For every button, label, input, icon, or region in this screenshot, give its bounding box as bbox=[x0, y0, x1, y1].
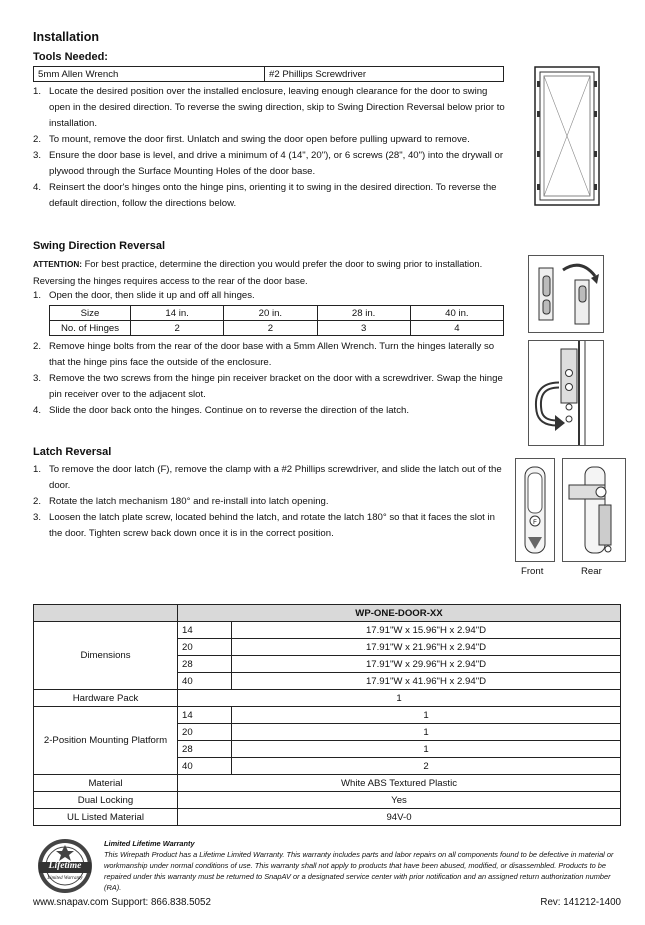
hinge-icon bbox=[529, 256, 603, 332]
plat-size-14: 14 bbox=[178, 707, 232, 724]
dimensions-label: Dimensions bbox=[34, 622, 178, 690]
enclosure-figure bbox=[534, 66, 600, 206]
dim-value-14: 17.91"W x 15.96"H x 2.94"D bbox=[232, 622, 621, 639]
rear-label: Rear bbox=[581, 566, 602, 577]
material-value: White ABS Textured Plastic bbox=[178, 775, 621, 792]
hinge-size-label: Size bbox=[50, 306, 131, 321]
plat-value-28: 1 bbox=[232, 741, 621, 758]
lifetime-warranty-badge bbox=[33, 836, 97, 896]
latch-heading: Latch Reversal bbox=[33, 446, 112, 458]
warranty-title: Limited Lifetime Warranty bbox=[104, 839, 195, 848]
list-item: 1. Open the door, then slide it up and off all hinges. bbox=[33, 290, 255, 301]
dim-value-40: 17.91"W x 41.96"H x 2.94"D bbox=[232, 673, 621, 690]
list-item: 1. To remove the door latch (F), remove the clamp with a #2 Phillips screwdriver, and slide the latch out of the door. bbox=[33, 464, 502, 491]
list-item: 2. Rotate the latch mechanism 180° and re-install into latch opening. bbox=[33, 496, 329, 507]
hinge-figure bbox=[528, 255, 604, 333]
bracket-icon bbox=[529, 341, 603, 445]
latch-rear-icon bbox=[563, 459, 625, 561]
latch-front-icon bbox=[516, 459, 554, 561]
dim-value-28: 17.91"W x 29.96"H x 2.94"D bbox=[232, 656, 621, 673]
plat-size-40: 40 bbox=[178, 758, 232, 775]
attention-note bbox=[33, 256, 508, 289]
tool-1: 5mm Allen Wrench bbox=[34, 67, 265, 82]
material-label: Material bbox=[34, 775, 178, 792]
latch-rear-figure bbox=[562, 458, 626, 562]
bracket-figure bbox=[528, 340, 604, 446]
specs-corner bbox=[34, 605, 178, 622]
dual-locking-label: Dual Locking bbox=[34, 792, 178, 809]
svg-text:F: F bbox=[533, 520, 537, 526]
list-item: 4. Slide the door back onto the hinges. Continue on to reverse the direction of the latch. bbox=[33, 405, 409, 416]
plat-value-40: 2 bbox=[232, 758, 621, 775]
hardware-label: Hardware Pack bbox=[34, 690, 178, 707]
badge-ring-text: Limited Warranty bbox=[47, 876, 83, 881]
plat-value-14: 1 bbox=[232, 707, 621, 724]
hinge-count-label: No. of Hinges bbox=[50, 321, 131, 336]
dim-size-14: 14 bbox=[178, 622, 232, 639]
swing-heading: Swing Direction Reversal bbox=[33, 240, 166, 252]
attention-text: For best practice, determine the direction you would prefer the door to swing prior to installation. bbox=[81, 258, 483, 269]
tools-heading: Tools Needed: bbox=[33, 51, 108, 63]
badge-text: Lifetime bbox=[48, 861, 82, 871]
dim-size-20: 20 bbox=[178, 639, 232, 656]
hinge-size-20: 20 in. bbox=[224, 306, 317, 321]
hinge-count-14: 2 bbox=[131, 321, 224, 336]
page-title: Installation bbox=[33, 30, 99, 44]
platform-label: 2-Position Mounting Platform bbox=[34, 707, 178, 775]
attention-label: ATTENTION: bbox=[33, 260, 82, 269]
tool-2: #2 Phillips Screwdriver bbox=[265, 67, 504, 82]
swing-step-1 bbox=[33, 288, 505, 304]
hinge-table bbox=[49, 305, 504, 336]
plat-size-28: 28 bbox=[178, 741, 232, 758]
specs-table bbox=[33, 604, 621, 826]
latch-front-figure bbox=[515, 458, 555, 562]
dim-size-40: 40 bbox=[178, 673, 232, 690]
dim-value-20: 17.91"W x 21.96"H x 2.94"D bbox=[232, 639, 621, 656]
hinge-size-28: 28 in. bbox=[317, 306, 410, 321]
list-item: 3. Ensure the door base is level, and drive a minimum of 4 (14", 20"), or 6 screws (28", 40") into the drywall or plywood through the Surface Mounting Holes of the door base. bbox=[33, 150, 504, 177]
dual-locking-value: Yes bbox=[178, 792, 621, 809]
plat-value-20: 1 bbox=[232, 724, 621, 741]
tools-table bbox=[33, 66, 504, 82]
plat-size-20: 20 bbox=[178, 724, 232, 741]
hinge-count-28: 3 bbox=[317, 321, 410, 336]
dim-size-28: 28 bbox=[178, 656, 232, 673]
hinge-count-40: 4 bbox=[410, 321, 503, 336]
warranty-body: This Wirepath Product has a Lifetime Limited Warranty. This warranty includes parts and labor repairs on all components found to be defective in material or workmanship under normal conditions of use. This warranty shall not apply to products that have been abused, modified, or disassembled. Products to be repaired under this warranty must be returned to SnapAV or a designated service center with prior notification and an assigned return authorization number (RA). bbox=[104, 850, 614, 892]
install-steps bbox=[33, 84, 505, 212]
footer-revision: Rev: 141212-1400 bbox=[540, 897, 621, 908]
hardware-value: 1 bbox=[178, 690, 621, 707]
hinge-size-14: 14 in. bbox=[131, 306, 224, 321]
list-item: 1. Locate the desired position over the installed enclosure, leaving enough clearance for the door to swing open in the desired direction. To reverse the swing direction, skip to Swing Direction Reversal below prior to installation. bbox=[33, 86, 505, 129]
list-item: 3. Loosen the latch plate screw, located behind the latch, and rotate the latch 180° so that it faces the slot in the door. Tighten screw back down once it is in the correct position. bbox=[33, 512, 495, 539]
latch-steps bbox=[33, 462, 508, 542]
warranty-block bbox=[104, 838, 620, 893]
list-item: 2. To mount, remove the door first. Unlatch and swing the door open before pulling upward to remove. bbox=[33, 134, 470, 145]
list-item: 3. Remove the two screws from the hinge pin receiver bracket on the door with a screwdriver. Swap the hinge pin receiver over to the adjacent slot. bbox=[33, 373, 503, 400]
swing-steps bbox=[33, 339, 505, 419]
ul-label: UL Listed Material bbox=[34, 809, 178, 826]
list-item: 2. Remove hinge bolts from the rear of the door base with a 5mm Allen Wrench. Turn the hinges laterally so that the hinge pins face the outside of the enclosure. bbox=[33, 341, 495, 368]
footer-support: www.snapav.com Support: 866.838.5052 bbox=[33, 897, 211, 908]
ul-value: 94V-0 bbox=[178, 809, 621, 826]
front-label: Front bbox=[521, 566, 544, 577]
enclosure-icon bbox=[534, 66, 600, 206]
hinge-count-20: 2 bbox=[224, 321, 317, 336]
list-item: 4. Reinsert the door's hinges onto the hinge pins, orienting it to swing in the desired direction. To reverse the default direction, follow the directions below. bbox=[33, 182, 497, 209]
specs-model: WP-ONE-DOOR-XX bbox=[178, 605, 621, 622]
attention-line2: Reversing the hinges requires access to the rear of the door base. bbox=[33, 275, 308, 286]
hinge-size-40: 40 in. bbox=[410, 306, 503, 321]
